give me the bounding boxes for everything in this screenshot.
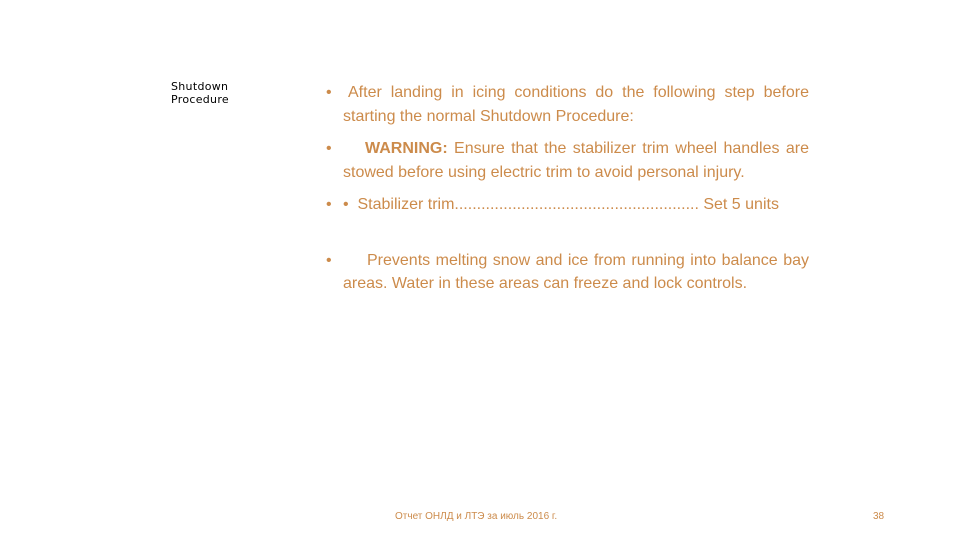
warning-label: WARNING:: [365, 140, 448, 157]
footer-text: Отчет ОНЛД и ЛТЭ за июль 2016 г.: [395, 511, 558, 522]
bullet-marker: •: [326, 196, 332, 213]
bullet-text: After landing in icing conditions do the following step before starting the normal Shutdown Procedure:: [343, 84, 809, 125]
bullet-item-warning: [326, 137, 809, 184]
section-title-line-1: Shutdown: [171, 80, 229, 93]
page-number: 38: [873, 511, 885, 522]
section-title: [171, 80, 229, 106]
section-title-line-2: Procedure: [171, 93, 229, 106]
bullet-text: Ensure that the stabilizer trim wheel handles are stowed before using electric trim to avoid personal injury.: [343, 140, 809, 181]
bullet-item-stabilizer-trim: [326, 193, 809, 217]
bullet-marker: •: [326, 140, 332, 157]
bullet-text: Stabilizer trim....................................................... Set 5 units: [357, 196, 779, 213]
bullet-marker: •: [326, 84, 332, 101]
bullet-text: Prevents melting snow and ice from running into balance bay areas. Water in these areas can freeze and lock controls.: [343, 251, 809, 292]
bullet-item-prevents-melting: [326, 249, 809, 296]
bullet-marker: •: [326, 251, 332, 269]
sub-bullet-marker: •: [343, 196, 349, 213]
content-body: [326, 81, 809, 296]
bullet-item-after-landing: [326, 81, 809, 128]
